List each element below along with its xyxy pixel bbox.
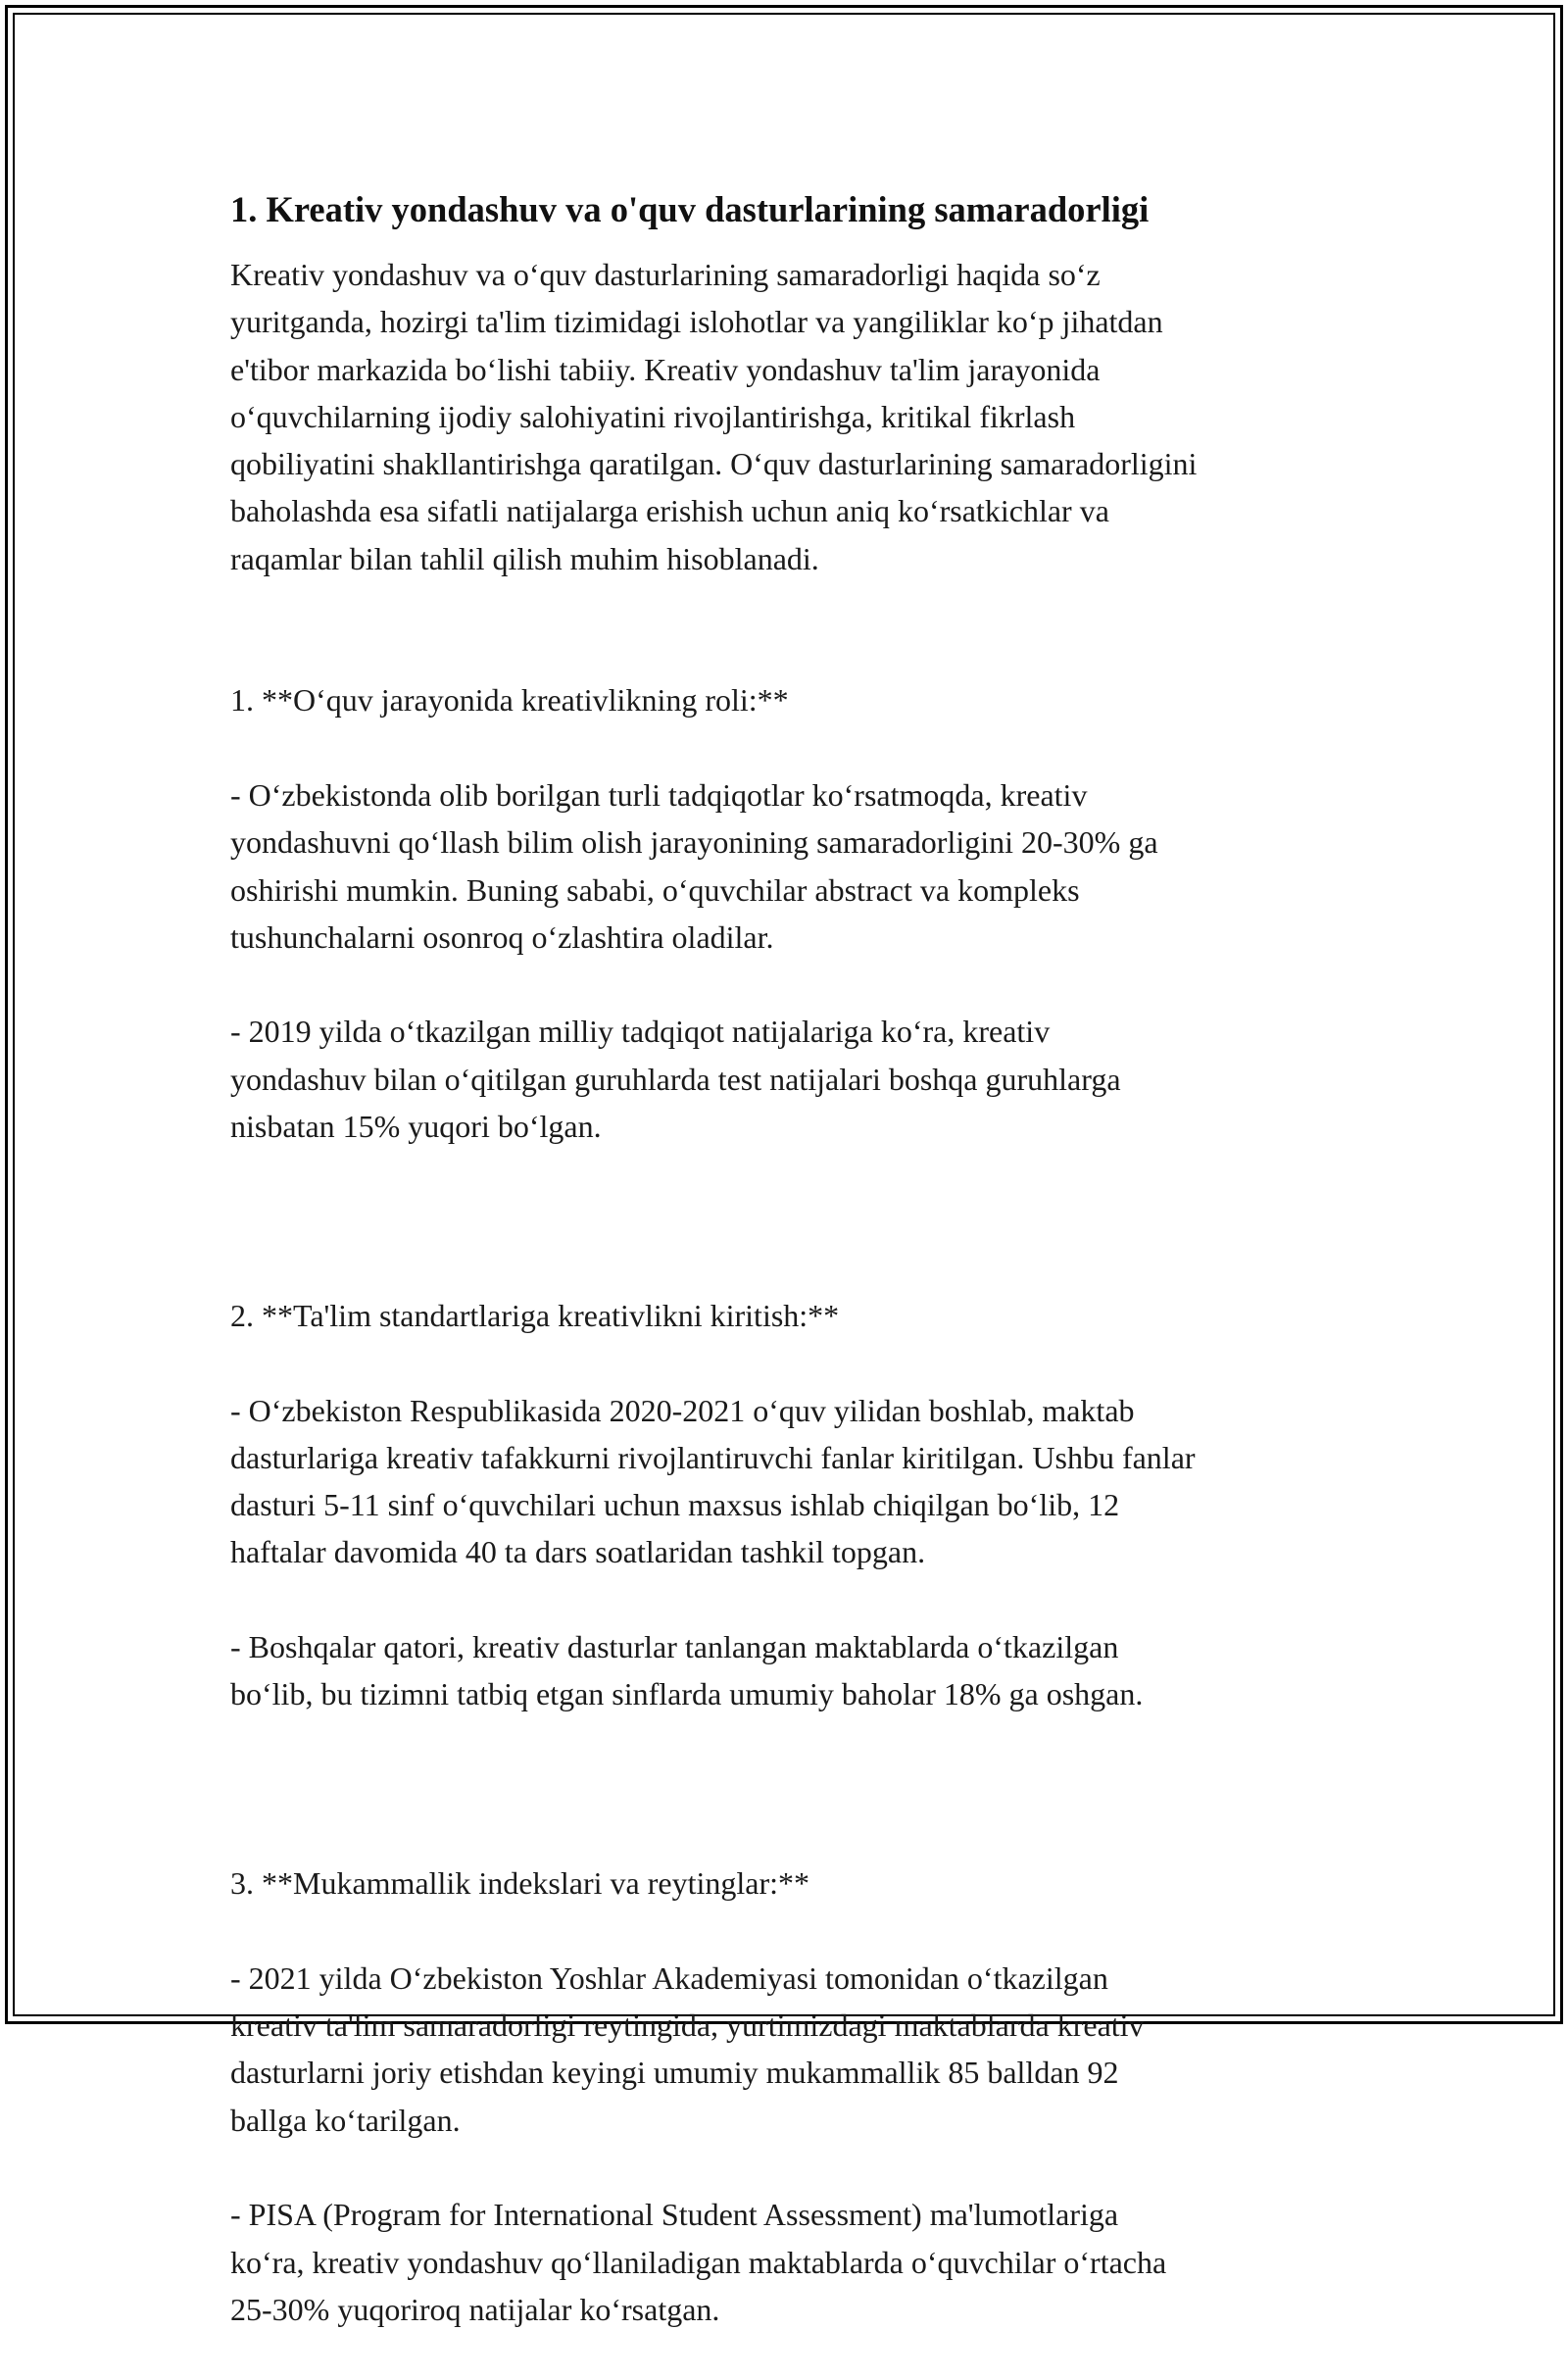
section-education-standards (230, 1245, 1348, 1765)
document-title: 1. Kreativ yondashuv va o'quv dasturlarining samaradorligi (230, 189, 1150, 229)
section-bullet: - Boshqalar qatori, kreativ dasturlar tanlangan maktablarda o‘tkazilgan bo‘lib, bu tizimni tatbiq etgan sinflarda umumiy baholar 18% ga oshgan. (230, 1629, 1144, 1712)
section-bullet: - O‘zbekistonda olib borilgan turli tadqiqotlar ko‘rsatmoqda, kreativ yondashuvni qo‘llash bilim olish jarayonining samaradorligini 20-30% ga oshirishi mumkin. Buning sababi, o‘quvchilar abstract va kompleks tushunchalarni osonroq o‘zlashtira oladilar. (230, 776, 1158, 955)
section-bullet: - O‘zbekiston Respublikasida 2020-2021 o‘quv yilidan boshlab, maktab dasturlariga kreativ tafakkurni rivojlantiruvchi fanlar kiritilgan. Ushbu fanlar dasturi 5-11 sinf o‘quvchilari uchun maxsus ishlab chiqilgan bo‘lib, 12 haftalar davomida 40 ta dars soatlaridan tashkil topgan. (230, 1392, 1196, 1570)
section-heading: 3. **Mukammallik indekslari va reytinglar:** (230, 1865, 809, 1902)
section-heading: 2. **Ta'lim standartlariga kreativlikni kiritish:** (230, 1297, 840, 1333)
intro-paragraph: Kreativ yondashuv va o‘quv dasturlarining samaradorligi haqida so‘z yuritganda, hozirgi ta'lim tizimidagi islohotlar va yangiliklar ko‘p jihatdan e'tibor markazida bo‘lishi tabiiy. Kreativ yondashuv ta'lim jarayonida o‘quvchilarning ijodiy salohiyatini rivojlantirishga, kritikal fikrlash qobiliyatini shakllantirishga qaratilgan. O‘quv dasturlarining samaradorligini baholashda esa sifatli natijalarga erishish uchun aniq ko‘rsatkichlar va raqamlar bilan tahlil qilish muhim hisoblanadi. (230, 257, 1198, 576)
section-creativity-role (230, 629, 1348, 1198)
section-heading: 1. **O‘quv jarayonida kreativlikning roli:** (230, 682, 789, 719)
section-bullet: - PISA (Program for International Student Assessment) ma'lumotlariga ko‘ra, kreativ yondashuv qo‘llaniladigan maktablarda o‘quvchilar o‘rtacha 25-30% yuqoriroq natijalar ko‘rsatgan. (230, 2197, 1167, 2327)
document-body (230, 182, 1348, 2380)
section-bullet: - 2021 yilda O‘zbekiston Yoshlar Akademiyasi tomonidan o‘tkazilgan kreativ ta'lim samaradorligi reytingida, yurtimizdagi maktablarda kreativ dasturlarni joriy etishdan keyingi umumiy mukammallik 85 balldan 92 ballga ko‘tarilgan. (230, 1959, 1145, 2138)
section-excellence-indexes (230, 1812, 1348, 2380)
section-bullet: - 2019 yilda o‘tkazilgan milliy tadqiqot natijalariga ko‘ra, kreativ yondashuv bilan o‘qitilgan guruhlarda test natijalari boshqa guruhlarga nisbatan 15% yuqori bo‘lgan. (230, 1014, 1121, 1145)
